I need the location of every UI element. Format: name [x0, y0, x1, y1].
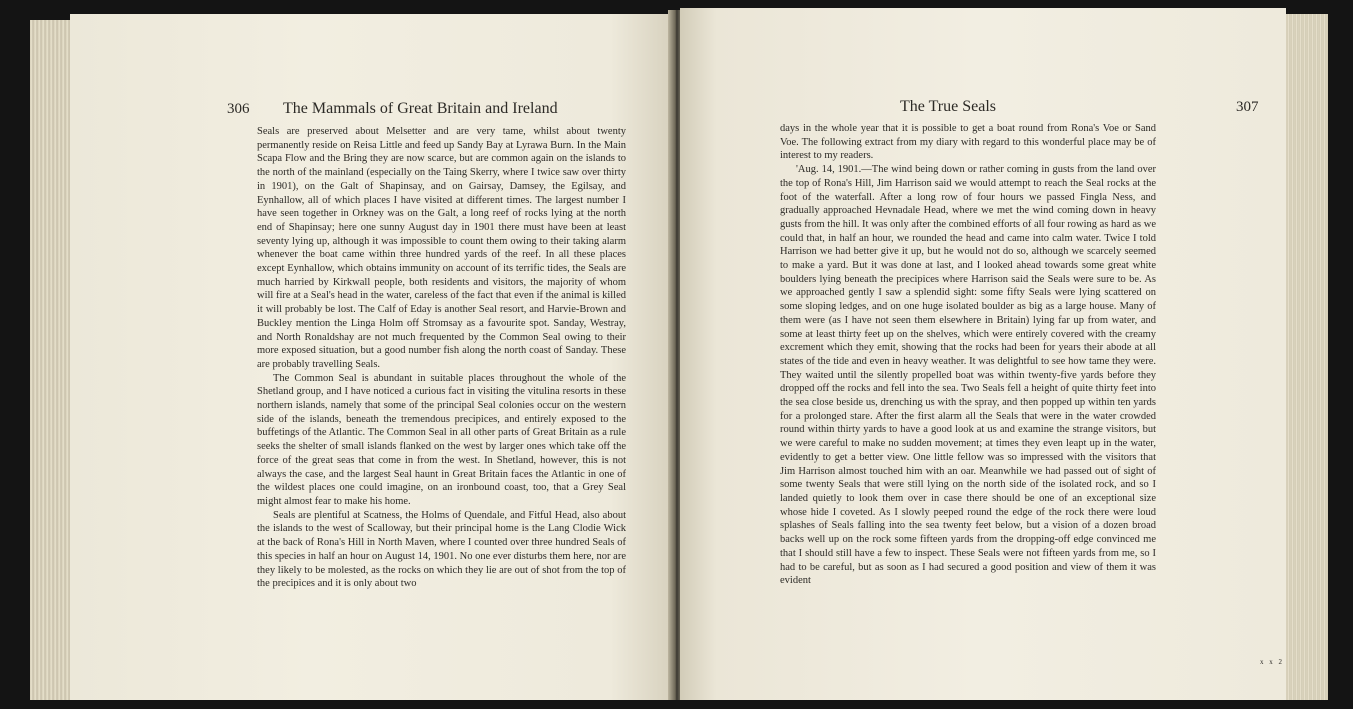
left-page-number: 306	[227, 101, 250, 117]
signature-mark: x x 2	[1260, 658, 1284, 666]
right-running-head: The True Seals	[900, 98, 996, 115]
paragraph: The Common Seal is abundant in suitable places throughout the whole of the Shetland group, and I have noticed a curious fact in visiting the vitulina resorts in these northern islands, namely that some of the principal Seal colonies occur on the western side of the islands, beneath the tremendous precipices, and entirely exposed to the buffetings of the Atlantic. The Common Seal in all other parts of Great Britain as a rule seeks the shelter of small islands flanked on the west by larger ones which take off the force of the great seas that come in from the west. In Shetland, however, this is not always the case, and the largest Seal haunt in Great Britain faces the Atlantic in one of the wildest places one could imagine, on an ironbound coast, too, that a Grey Seal might almost fear to make his home.	[257, 372, 626, 507]
paragraph: 'Aug. 14, 1901.—The wind being down or rather coming in gusts from the land over the top of Rona's Hill, Jim Harrison said we would attempt to reach the Seal rocks at the foot of the waterfall. After a long row of four hours we passed Fingla Ness, and gradually approached Hevnadale Head, where we met the wind coming down in heavy gusts from the hill. It was only after the combined efforts of all four rowing as hard as we could that, in half an hour, we rounded the head and came into calm water. Twice I told Harrison we had better give it up, but he would not do so, although we scarcely seemed to make a yard. But it was done at last, and I looked ahead towards some great white boulders lying beneath the precipices where Harrison said the Seals were sure to be. As we approached gently I saw a splendid sight: some fifty Seals were lying scattered on some sloping ledges, and on one huge isolated boulder as big as a large house. Many of them were (as I have not seen them elsewhere in Britain) lying far up from water, and some at least thirty feet up on the shelves, which were entirely covered with the creamy excrement which they emit, showing that the rocks had been for years their abode at all states of the tide and even in heavy weather. It was delightful to see how tame they were. They waited until the silently propelled boat was within twenty-five yards before they dropped off the rocks and fell into the sea. Two Seals fell a height of quite thirty feet into the sea close beside us, drenching us with the spray, and then popped up within ten yards for a prolonged stare. After the first alarm all the Seals that were in the water crowded round within thirty yards to have a good look at us and examine the strange visitors, but we were careful to make no sudden movement; at times they even leapt up in the water, evidently to get a better view. One little fellow was so impressed with the visitors that Jim Harrison almost touched him with an oar. Meanwhile we had passed out of sight of some twenty Seals that were still lying on the north side of the isolated rock, and so I landed quietly to look them over in case there should be one of an exceptional size whose hide I coveted. As I slowly peeped round the edge of the rock there were loud splashes of Seals falling into the sea twenty feet below, but a vision of a dozen broad backs well up on the rock some fifteen yards from the dropping-off edge convinced me that I should still have a few to inspect. These Seals were not fifteen yards from me, so I had to be careful, but as soon as I had secured a good position and view of them it was evident	[780, 164, 1156, 587]
left-running-head: The Mammals of Great Britain and Ireland	[283, 100, 558, 117]
right-page	[680, 8, 1286, 700]
paragraph: Seals are plentiful at Scatness, the Holms of Quendale, and Fitful Head, also about the islands to the west of Scalloway, but their principal home is the Lang Clodie Wick at the back of Rona's Hill in North Maven, where I counted over three hundred Seals of this species in half an hour on August 14, 1901. No one ever disturbs them here, nor are they likely to be molested, as the rocks on which they lie are out of shot from the top of the precipices and it is only about two	[257, 509, 626, 590]
paragraph: days in the whole year that it is possible to get a boat round from Rona's Voe or Sand Voe. The following extract from my diary with regard to this wonderful place may be of interest to my readers.	[780, 123, 1156, 162]
right-page-number: 307	[1236, 99, 1259, 115]
left-page-body	[257, 125, 626, 591]
paragraph: Seals are preserved about Melsetter and are very tame, whilst about twenty permanently reside on Reisa Little and feed up Sandy Bay at Lyrawa Burn. In the Main Scapa Flow and the Bring they are now scarce, but are common again on the islands to the north of the mainland (especially on the Taing Skerry, where I twice saw over thirty in 1901), on the Galt of Shapinsay, and on Gairsay, Damsey, the Egilsay, and Eynhallow, all of which places I have visited at different times. The largest number I have seen together in Orkney was on the Galt, a long reef of rocks lying at the north end of Shapinsay; here one sunny August day in 1901 there must have been at least seventy lying up, although it was impossible to count them owing to their taking alarm whenever the boat came within three hundred yards of the reef. In all these places except Eynhallow, which obtains immunity on account of its terrific tides, the Seals are much harried by Kirkwall people, both residents and visitors, the majority of whom will fire at a Seal's head in the water, careless of the fact that even if the animal is killed it will probably be lost. The Calf of Eday is another Seal resort, and Harvie-Brown and Buckley mention the Linga Holm off Stromsay as a favourite spot. Sanday, Westray, and North Ronaldshay are not much frequented by the Common Seal owing to their more exposed situation, but a good number fish along the north coast of Sanday. These are probably travelling Seals.	[257, 126, 626, 370]
left-page	[70, 14, 670, 700]
right-page-body	[780, 122, 1156, 588]
